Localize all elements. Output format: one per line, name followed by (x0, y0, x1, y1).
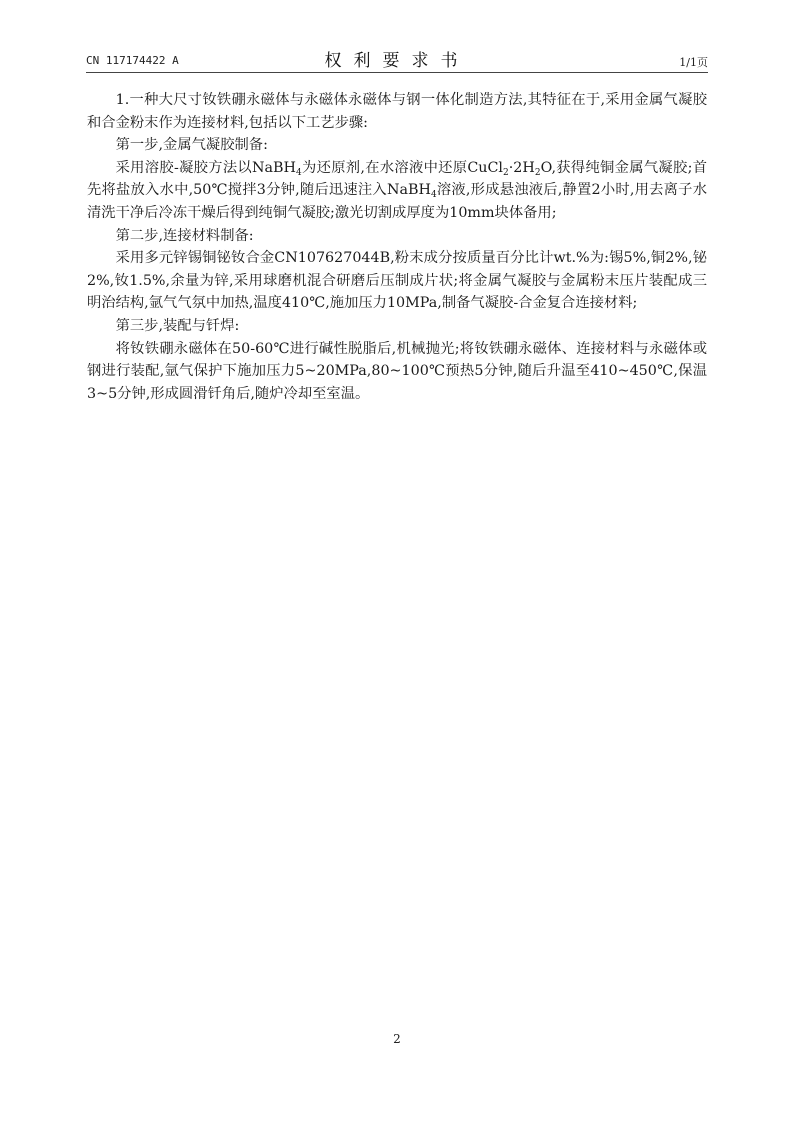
step1-text-a: 采用溶胶-凝胶方法以NaBH (115, 159, 297, 176)
step1-text-d: O,获得纯铜金属气凝胶;首先将盐放入水中,50℃搅拌3分钟,随后迅速注入NaBH (87, 159, 707, 199)
subscript-4: 4 (296, 167, 302, 178)
publication-number: CN 117174422 A (86, 54, 179, 67)
step3-paragraph: 将钕铁硼永磁体在50-60℃进行碱性脱脂后,机械抛光;将钕铁硼永磁体、连接材料与永磁体或钢进行装配,氩气保护下施加压力5~20MPa,80~100℃预热5分钟,随后升温至410~450℃,保温3~5分钟,形成圆滑钎角后,随炉冷却至室温。 (87, 340, 707, 402)
page-indicator: 1/1页 (679, 56, 708, 69)
claim-intro: 1.一种大尺寸钕铁硼永磁体与永磁体永磁体与钢一体化制造方法,其特征在于,采用金属气凝胶和合金粉末作为连接材料,包括以下工艺步骤: (87, 92, 707, 131)
header-divider (86, 72, 708, 73)
step1-paragraph (87, 157, 707, 225)
step1-text-e: 溶液,形成悬浊液后,静置2小时,用去离子水清洗干净后冷冻干燥后得到纯铜气凝胶;激光切割成厚度为10mm块体备用; (87, 182, 707, 221)
claims-body (87, 89, 707, 405)
subscript-2: 2 (503, 167, 509, 178)
step3-heading: 第三步,装配与钎焊: (115, 317, 240, 334)
subscript-4b: 4 (430, 190, 437, 201)
subscript-2b: 2 (534, 167, 541, 178)
document-title: 权利要求书 (324, 51, 470, 71)
step1-text-b: 为还原剂,在水溶液中还原CuCl (301, 159, 503, 176)
step2-heading: 第二步,连接材料制备: (115, 227, 254, 244)
step1-heading: 第一步,金属气凝胶制备: (115, 137, 268, 154)
step1-text-c: ·2H (508, 159, 535, 176)
page-header (86, 44, 708, 74)
step2-paragraph: 采用多元锌锡铜铋钕合金CN107627044B,粉末成分按质量百分比计wt.%为:锡5%,铜2%,铋2%,钕1.5%,余量为锌,采用球磨机混合研磨后压制成片状;将金属气凝胶与金属粉末压片装配成三明治结构,氩气气氛中加热,温度410℃,施加压力10MPa,制备气凝胶-合金复合连接材料; (87, 250, 707, 312)
page-number: 2 (393, 1032, 401, 1046)
